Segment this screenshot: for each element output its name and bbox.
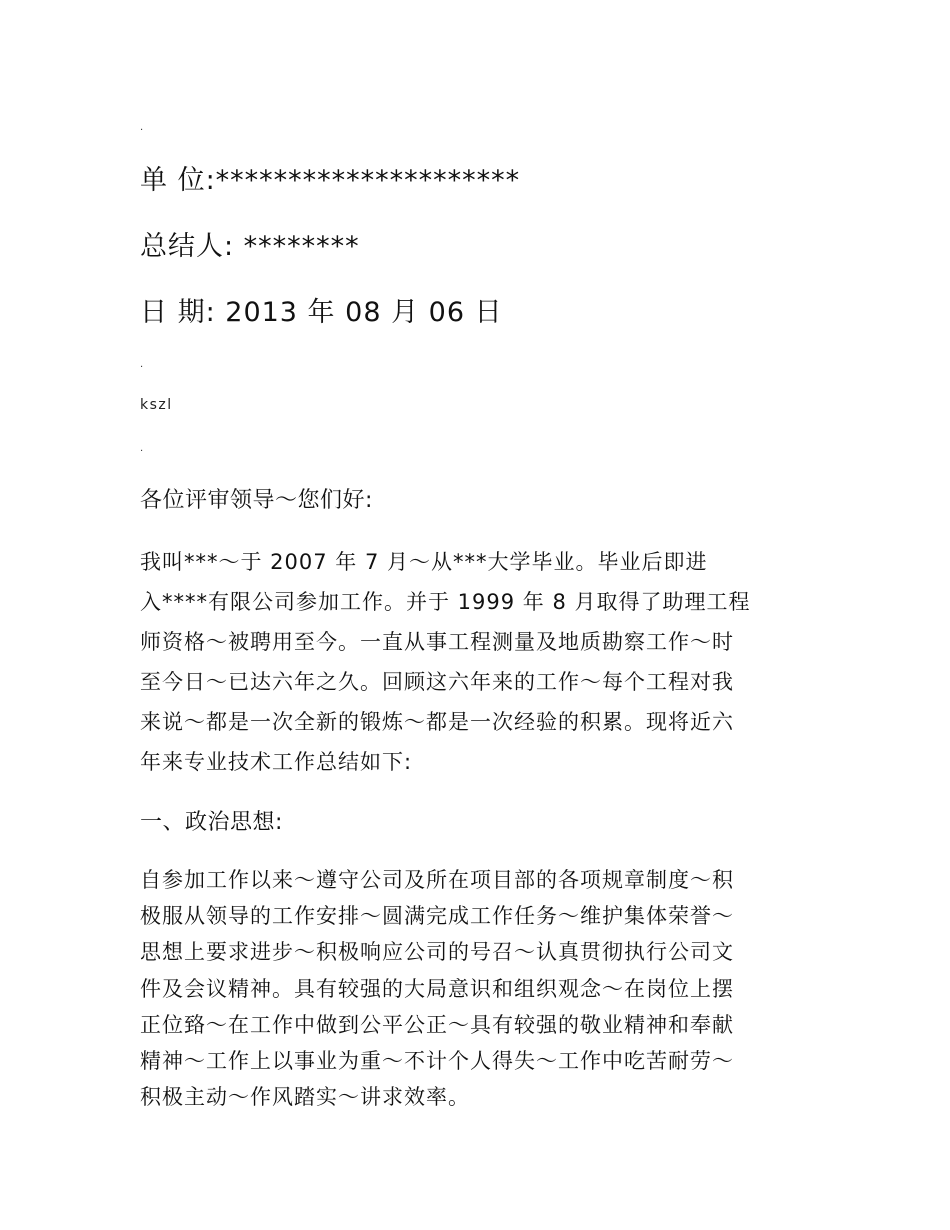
date-line: 日 期: 2013 年 08 月 06 日: [140, 297, 503, 328]
section-line: 极服从领导的工作安排～圆满完成工作任务～维护集体荣誉～: [140, 904, 734, 929]
after-tag-dot-mark: .: [140, 443, 144, 454]
mid-dot-mark: .: [140, 359, 144, 370]
intro-line: 来说～都是一次全新的锻炼～都是一次经验的积累。现将近六: [140, 710, 734, 734]
section-line: 积极主动～作风踏实～讲求效率。: [140, 1085, 470, 1110]
top-dot-mark: .: [140, 122, 144, 133]
intro-line: 入****有限公司参加工作。并于 1999 年 8 月取得了助理工程: [140, 590, 751, 614]
section-line: 件及会议精神。具有较强的大局意识和组织观念～在岗位上摆: [140, 976, 734, 1001]
tag-label: kszl: [140, 397, 173, 413]
intro-line: 师资格～被聘用至今。一直从事工程测量及地质勘察工作～时: [140, 630, 734, 654]
intro-paragraph: [140, 542, 820, 782]
section-paragraph: [140, 862, 820, 1115]
greeting-line: 各位评审领导～您们好:: [140, 488, 373, 513]
section-title: 一、政治思想:: [140, 810, 283, 835]
unit-line: 单 位:*********************: [140, 165, 521, 196]
section-line: 正位臵～在工作中做到公平公正～具有较强的敬业精神和奉献: [140, 1012, 734, 1037]
section-line: 自参加工作以来～遵守公司及所在项目部的各项规章制度～积: [140, 868, 734, 892]
section-line: 精神～工作上以事业为重～不计个人得失～工作中吃苦耐劳～: [140, 1049, 734, 1074]
section-line: 思想上要求进步～积极响应公司的号召～认真贯彻执行公司文: [140, 940, 734, 965]
intro-line: 年来专业技术工作总结如下:: [140, 750, 413, 774]
intro-line: 至今日～已达六年之久。回顾这六年来的工作～每个工程对我: [140, 670, 734, 694]
author-line: 总结人: ********: [140, 231, 360, 262]
intro-line: 我叫***～于 2007 年 7 月～从***大学毕业。毕业后即进: [140, 550, 708, 574]
